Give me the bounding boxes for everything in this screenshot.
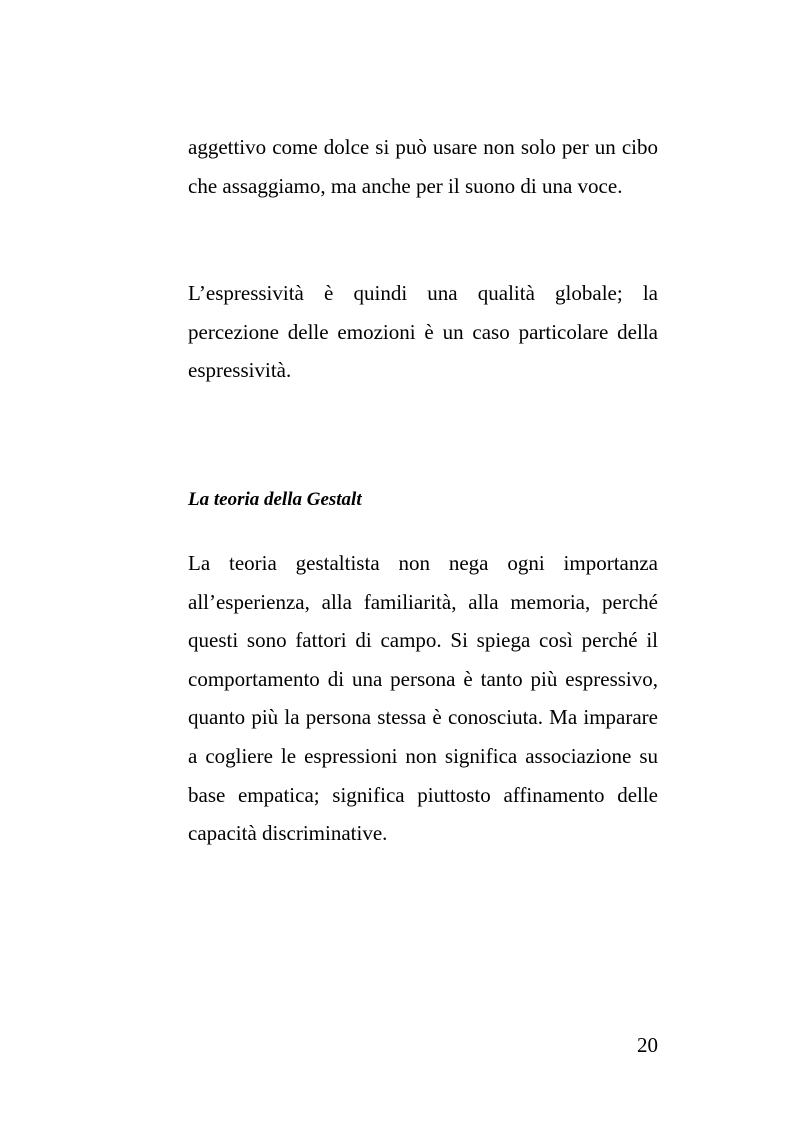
paragraph-text: L’espressività è quindi una qualità globale; la percezione delle emozioni è un caso particolare della espressività. (188, 281, 658, 383)
section-heading: La teoria della Gestalt (188, 489, 362, 510)
paragraph-gestalt (188, 544, 658, 853)
page-number: 20 (637, 1033, 658, 1057)
paragraph-expressivity (188, 274, 658, 390)
paragraph-continuation (188, 128, 658, 205)
paragraph-text: La teoria gestaltista non nega ogni importanza all’esperienza, alla familiarità, alla memoria, perché questi sono fattori di campo. Si spiega così perché il comportamento di una persona è tanto più espressivo, quanto più la persona stessa è conosciuta. Ma imparare a cogliere le espressioni non significa associazione su base empatica; significa piuttosto affinamento delle capacità discriminative. (188, 551, 658, 846)
paragraph-text: aggettivo come dolce si può usare non solo per un cibo che assaggiamo, ma anche per il suono di una voce. (188, 135, 658, 198)
